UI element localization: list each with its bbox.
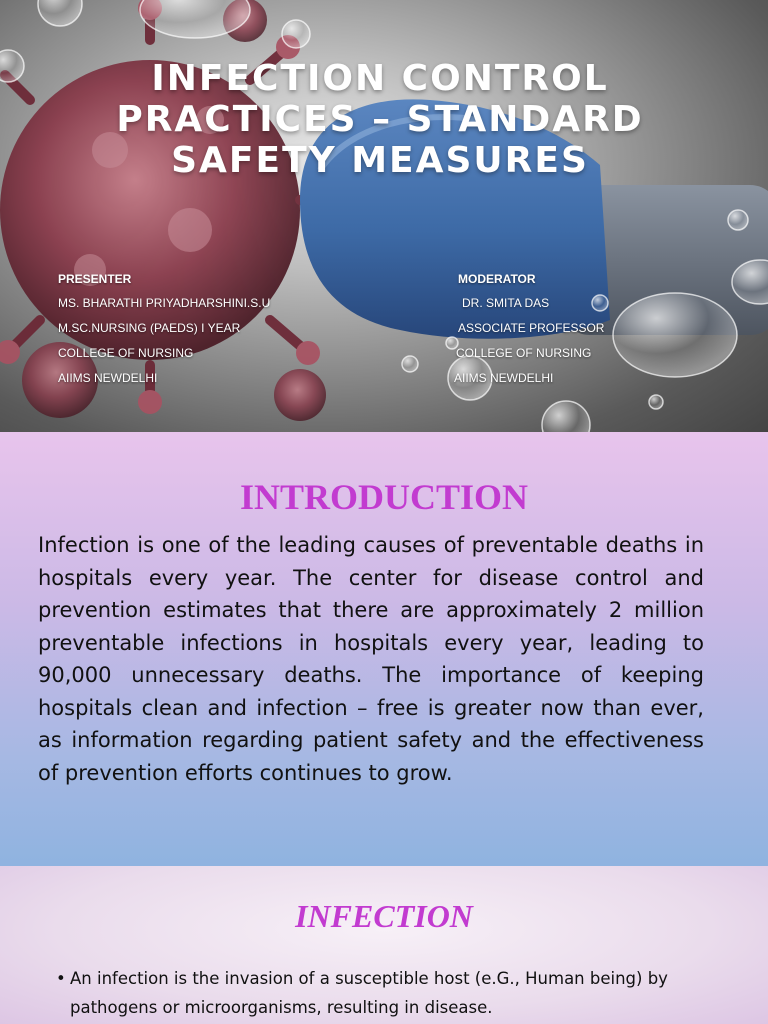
presenter-course: M.SC.NURSING (PAEDS) I YEAR (58, 321, 241, 335)
infection-bullet-list (56, 964, 716, 1022)
moderator-heading: MODERATOR (458, 272, 536, 286)
bullet-icon: • (56, 969, 66, 988)
moderator-institute: AIIMS NEWDELHI (454, 371, 554, 385)
infection-slide (0, 866, 768, 1024)
moderator-college: COLLEGE OF NURSING (456, 346, 592, 360)
presenter-college: COLLEGE OF NURSING (58, 346, 194, 360)
list-item (56, 964, 716, 1022)
presenter-heading: PRESENTER (58, 272, 132, 286)
moderator-designation: ASSOCIATE PROFESSOR (458, 321, 605, 335)
bullet-text: An infection is the invasion of a susceptible host (e.G., Human being) by pathogens or microorganisms, resulting in disease. (70, 969, 668, 1017)
presentation-title: INFECTION CONTROL PRACTICES – STANDARD SAFETY MEASURES (116, 58, 644, 181)
introduction-slide (0, 432, 768, 866)
presenter-institute: AIIMS NEWDELHI (58, 371, 158, 385)
introduction-heading: INTRODUCTION (239, 477, 529, 517)
moderator-name: DR. SMITA DAS (462, 296, 550, 310)
title-slide (0, 0, 768, 432)
infection-heading: INFECTION (295, 898, 473, 934)
introduction-paragraph: Infection is one of the leading causes of preventable deaths in hospitals every year. The center for disease control and prevention estimates that there are approximately 2 million preventable infections in hospitals every year, leading to 90,000 unnecessary deaths. The importance of keeping hospitals clean and infection – free is greater now than ever, as information regarding patient safety and the effectiveness of prevention efforts continues to grow. (38, 533, 704, 785)
presenter-name: MS. BHARATHI PRIYADHARSHINI.S.U (58, 296, 271, 310)
